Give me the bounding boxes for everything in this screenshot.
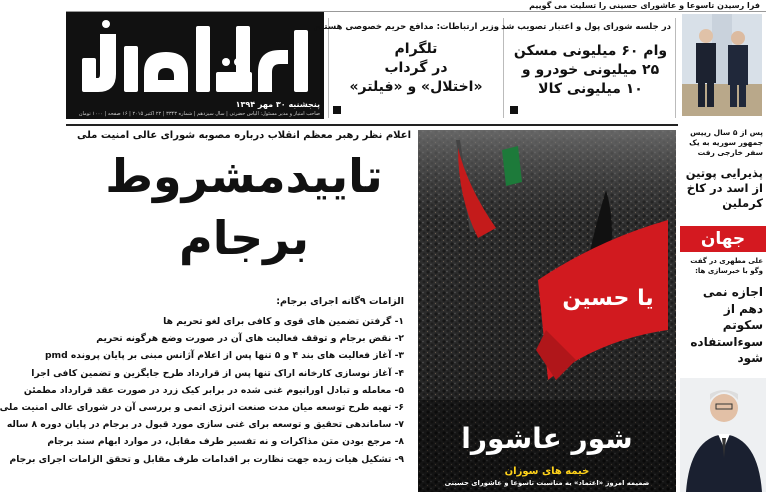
portrait-photo (680, 378, 766, 492)
qr-icon (333, 106, 341, 114)
tagline: فرا رسیدن تاسوعا و عاشورای حسینی را تسلیت می گوییم (529, 1, 760, 10)
list-item: ۲- نقض برجام و توقف فعالیت های آن در صورت وضع هرگونه تحریم (96, 333, 404, 345)
qr-icon (510, 106, 518, 114)
sidebar-kicker: پس از ۵ سال رییس جمهور سوریه به یک سفر خارجی رفت (689, 128, 763, 157)
teaser-headline-line: در گرداب (384, 60, 448, 76)
lead-requirements-list (0, 313, 404, 468)
list-item: ۴- آغاز نوسازی کارخانه اراک تنها پس از قرارداد طرح جایگزین و تضمین کافی اجرا (31, 367, 404, 379)
issue-date: پنجشنبه ۳۰ مهر ۱۳۹۴ (235, 100, 320, 109)
photo-caption-text: ضمیمه امروز «اعتماد» به مناسبت تاسوعا و عاشورای حسینی (444, 479, 650, 487)
teaser-headline (329, 40, 503, 97)
teaser-telegram[interactable] (314, 18, 504, 118)
list-item: ۵- معامله و تبادل اورانیوم غنی شده در برابر کیک زرد در صورت عقد قرارداد مطمئن (23, 384, 404, 396)
teaser-kicker: وزیر ارتباطات: مدافع حریم خصوصی هستیم (314, 22, 499, 32)
portrait-illustration (680, 378, 766, 492)
sidebar-kicker: علی مطهری در گفت وگو با خبرسازی ها: (690, 257, 763, 275)
list-item: ۷- ساماندهی تحقیق و توسعه برای غنی سازی مورد قبول در برجام در پایان دوره ۸ ساله (6, 419, 404, 431)
photo-caption-title: شور عاشورا (461, 422, 633, 455)
masthead (66, 12, 324, 119)
teaser-headline (506, 42, 675, 99)
sidebar-headline[interactable]: اجازه نمی دهم از سکوتم سوءاستفاده شود (690, 285, 763, 365)
teaser-headline-line: ۱۰ میلیونی کالا (538, 81, 643, 97)
list-item: ۹- تشکیل هیات زبده جهت نظارت بر اقدامات طرف مقابل و تحقق الزامات اجرای برجام (9, 453, 404, 465)
photo-caption-sub: خیمه های سوزان (504, 466, 590, 477)
top-strip (66, 0, 766, 12)
newspaper-logo (76, 16, 314, 102)
list-item: ۱- گرفتن تضمین های قوی و کافی برای لغو تحریم ها (163, 316, 404, 327)
section-divider (66, 124, 678, 126)
list-item: ۳- آغاز فعالیت های بند ۴ و ۵ تنها پس از اعلام آژانس مبنی بر پایان پرونده pmd (44, 350, 404, 362)
lead-kicker: اعلام نظر رهبر معظم انقلاب درباره مصوبه شورای عالی امنیت ملی (76, 130, 411, 141)
lead-subhead: الزامات ۹گانه اجرای برجام: (276, 296, 404, 307)
leaders-photo (682, 14, 762, 116)
section-banner-world[interactable]: جهان (680, 226, 766, 252)
teaser-headline-line: وام ۶۰ میلیونی مسکن (513, 43, 668, 59)
issue-meta: صاحب امتیاز و مدیر مسئول: الیاس حضرتی | سال سیزدهم | شماره ۳۳۴۳ | ۲۲ اکتبر ۲۰۱۵ | ۱۶ صفحه | ۱۰۰۰ تومان (78, 111, 320, 117)
teaser-headline-line: ۲۵ میلیونی خودرو و (521, 62, 660, 78)
list-item: ۶- تهیه طرح توسعه میان مدت صنعت انرژی اتمی و بررسی آن در شورای عالی امنیت ملی (0, 402, 404, 414)
sidebar-headline[interactable]: پذیرایی پوتین از اسد در کاخ کرملین (685, 166, 763, 210)
teaser-headline-line: تلگرام (394, 41, 438, 57)
teaser-headline-line: «اختلال» و «فیلتر» (349, 79, 483, 95)
leaders-illustration (682, 14, 762, 116)
lead-headline-line1[interactable]: تاییدمشروط (105, 149, 383, 203)
list-item: ۸- مرجع بودن متن مذاکرات و نه تفسیر طرف مقابل، در موارد ابهام سند برجام (47, 436, 404, 448)
banner-text: یا حسین (562, 286, 654, 311)
teaser-kicker: در جلسه شورای پول و اعتبار تصویب شد (501, 22, 671, 32)
teaser-loans[interactable] (501, 18, 676, 118)
ashura-photo[interactable] (418, 130, 676, 492)
lead-headline-line2[interactable]: برجام (178, 211, 310, 265)
